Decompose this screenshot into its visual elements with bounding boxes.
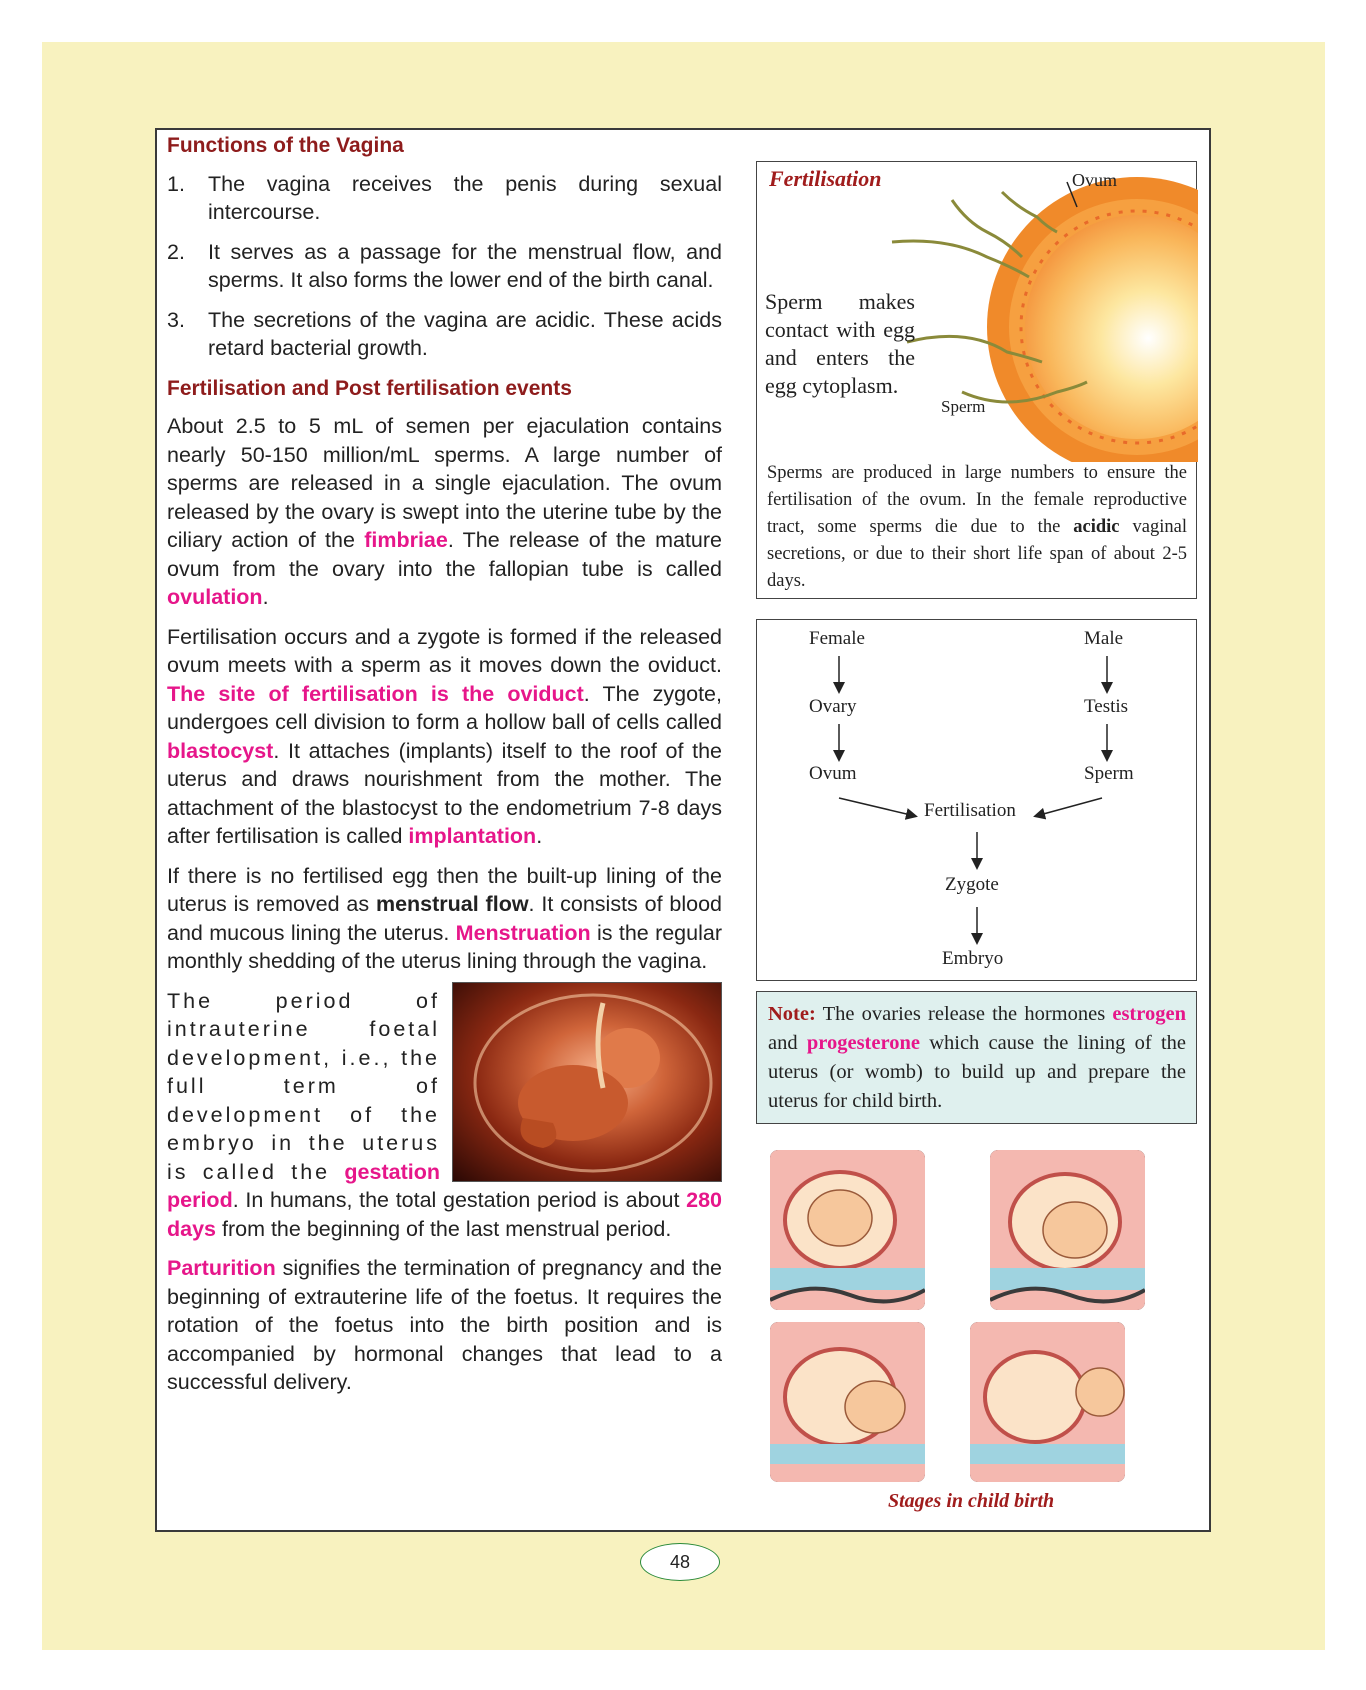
text: The period of intrauterine foetal development, i.e., the full term of development of the embryo in the uterus is called the: [167, 988, 440, 1184]
text: . In humans, the total gestation period is about: [232, 1188, 687, 1212]
left-column: [167, 132, 722, 1408]
stages-caption: Stages in child birth: [888, 1490, 1055, 1512]
fertilisation-flowchart: [756, 619, 1197, 981]
list-item: [167, 238, 722, 295]
page-number: 48: [640, 1543, 720, 1581]
list-item: [167, 306, 722, 363]
gestation-block: [167, 987, 722, 1244]
flow-ovum: Ovum: [809, 763, 857, 784]
text: . The release of the mature ovum from the ovary into the fallopian tube is called: [167, 528, 723, 581]
list-item: [167, 170, 722, 227]
text: from the beginning of the last menstrual period.: [216, 1216, 672, 1241]
fertilisation-title: Fertilisation: [769, 166, 882, 191]
fertilisation-caption: [767, 460, 1187, 595]
sperm-contact-text: Sperm makes contact with egg and enters the egg cytoplasm.: [765, 289, 915, 398]
stage-2-image: [990, 1150, 1145, 1310]
text: signifies the termination of pregnancy and the beginning of extrauterine life of the foetus. It requires the rotation of the foetus into the birth position and is accompanied by hormonal changes that lead to a successful delivery.: [167, 1256, 722, 1394]
keyword-estrogen: estrogen: [1112, 1003, 1186, 1025]
paragraph-zygote: [167, 623, 722, 851]
keyword-280-days: 280 days: [167, 1188, 722, 1241]
paragraph-semen: [167, 412, 722, 612]
stage-3-illustration: [770, 1322, 925, 1482]
keyword-menstruation: Menstruation: [455, 920, 591, 945]
flow-sperm: Sperm: [1084, 763, 1134, 784]
text: vaginal secretions, or due to their short life span of about 2-5 days.: [767, 517, 1187, 591]
text: .: [262, 585, 269, 609]
list-number: 3.: [167, 307, 185, 332]
note-box: [756, 991, 1197, 1124]
list-number: 1.: [167, 171, 185, 196]
text: . It attaches (implants) itself to the roof of the uterus and draws nourishment from the mother. The attachment of the blastocyst to the endometrium 7-8 days after fertilisation is called: [167, 738, 722, 848]
text: The ovaries release the hormones: [815, 1003, 1113, 1025]
text: . The zygote, undergoes cell division to form a hollow ball of cells called: [167, 681, 722, 734]
paragraph-menstruation: [167, 862, 722, 976]
stage-1-illustration: [770, 1150, 925, 1310]
keyword-parturition: Parturition: [167, 1256, 276, 1280]
keyword-fimbriae: fimbriae: [364, 528, 448, 552]
note-text: [768, 1000, 1186, 1116]
list-text: It serves as a passage for the menstrual flow, and sperms. It also forms the lower end of the birth canal.: [208, 239, 722, 292]
stage-3-image: [770, 1322, 925, 1482]
sperm-label: Sperm: [941, 397, 986, 416]
text: Sperms are produced in large numbers to ensure the fertilisation of the ovum. In the female reproductive tract, some sperms die due to the: [767, 463, 1187, 537]
foetus-illustration: [453, 983, 722, 1182]
text: Fertilisation occurs and a zygote is formed if the released ovum meets with a sperm as it moves down the oviduct.: [167, 624, 722, 677]
heading-fertilisation: Fertilisation and Post fertilisation events: [167, 376, 572, 400]
keyword-blastocyst: blastocyst: [167, 738, 274, 763]
stage-4-image: [970, 1322, 1125, 1482]
flow-ovary: Ovary: [809, 696, 857, 717]
keyword-implantation: implantation: [408, 824, 537, 848]
keyword-gestation: gestation period: [167, 1159, 440, 1212]
ovum-label: Ovum: [1072, 170, 1117, 190]
flow-zygote: Zygote: [945, 874, 999, 895]
keyword-site: The site of fertilisation is the oviduct: [167, 681, 584, 706]
paragraph-parturition: [167, 1254, 722, 1397]
note-label: Note:: [768, 1003, 816, 1025]
stage-2-illustration: [990, 1150, 1145, 1310]
keyword-acidic: acidic: [1073, 517, 1120, 537]
keyword-menstrual-flow: menstrual flow: [375, 892, 529, 916]
functions-list: [167, 170, 722, 363]
flow-embryo: Embryo: [942, 948, 1004, 969]
fertilisation-figure-box: [756, 161, 1197, 599]
flow-fertilisation: Fertilisation: [924, 800, 1016, 821]
text: and: [768, 1032, 807, 1054]
text: If there is no fertilised egg then the built-up lining of the uterus is removed as: [167, 863, 722, 916]
keyword-ovulation: ovulation: [167, 585, 263, 609]
flow-male: Male: [1084, 628, 1124, 649]
list-text: The vagina receives the penis during sexual intercourse.: [208, 171, 722, 224]
foetus-image: [452, 982, 722, 1182]
text: which cause the lining of the uterus (or womb) to build up and prepare the uterus for child birth.: [768, 1032, 1186, 1112]
text: is the regular monthly shedding of the uterus lining through the vagina.: [167, 920, 722, 973]
stage-1-image: [770, 1150, 925, 1310]
flow-female: Female: [809, 628, 865, 649]
text: .: [536, 824, 543, 848]
text: . It consists of blood and mucous lining the uterus.: [167, 892, 722, 945]
flow-testis: Testis: [1084, 696, 1129, 717]
list-text: The secretions of the vagina are acidic. These acids retard bacterial growth.: [208, 307, 722, 360]
text: About 2.5 to 5 mL of semen per ejaculation contains nearly 50-150 million/mL sperms. A large number of sperms are released in a single ejaculation. The ovum released by the ovary is swept into the uterine tube by the ciliary action of the: [167, 414, 722, 552]
list-number: 2.: [167, 239, 185, 264]
heading-functions-vagina: Functions of the Vagina: [167, 134, 404, 157]
keyword-progesterone: progesterone: [806, 1032, 920, 1054]
stage-4-illustration: [970, 1322, 1125, 1482]
